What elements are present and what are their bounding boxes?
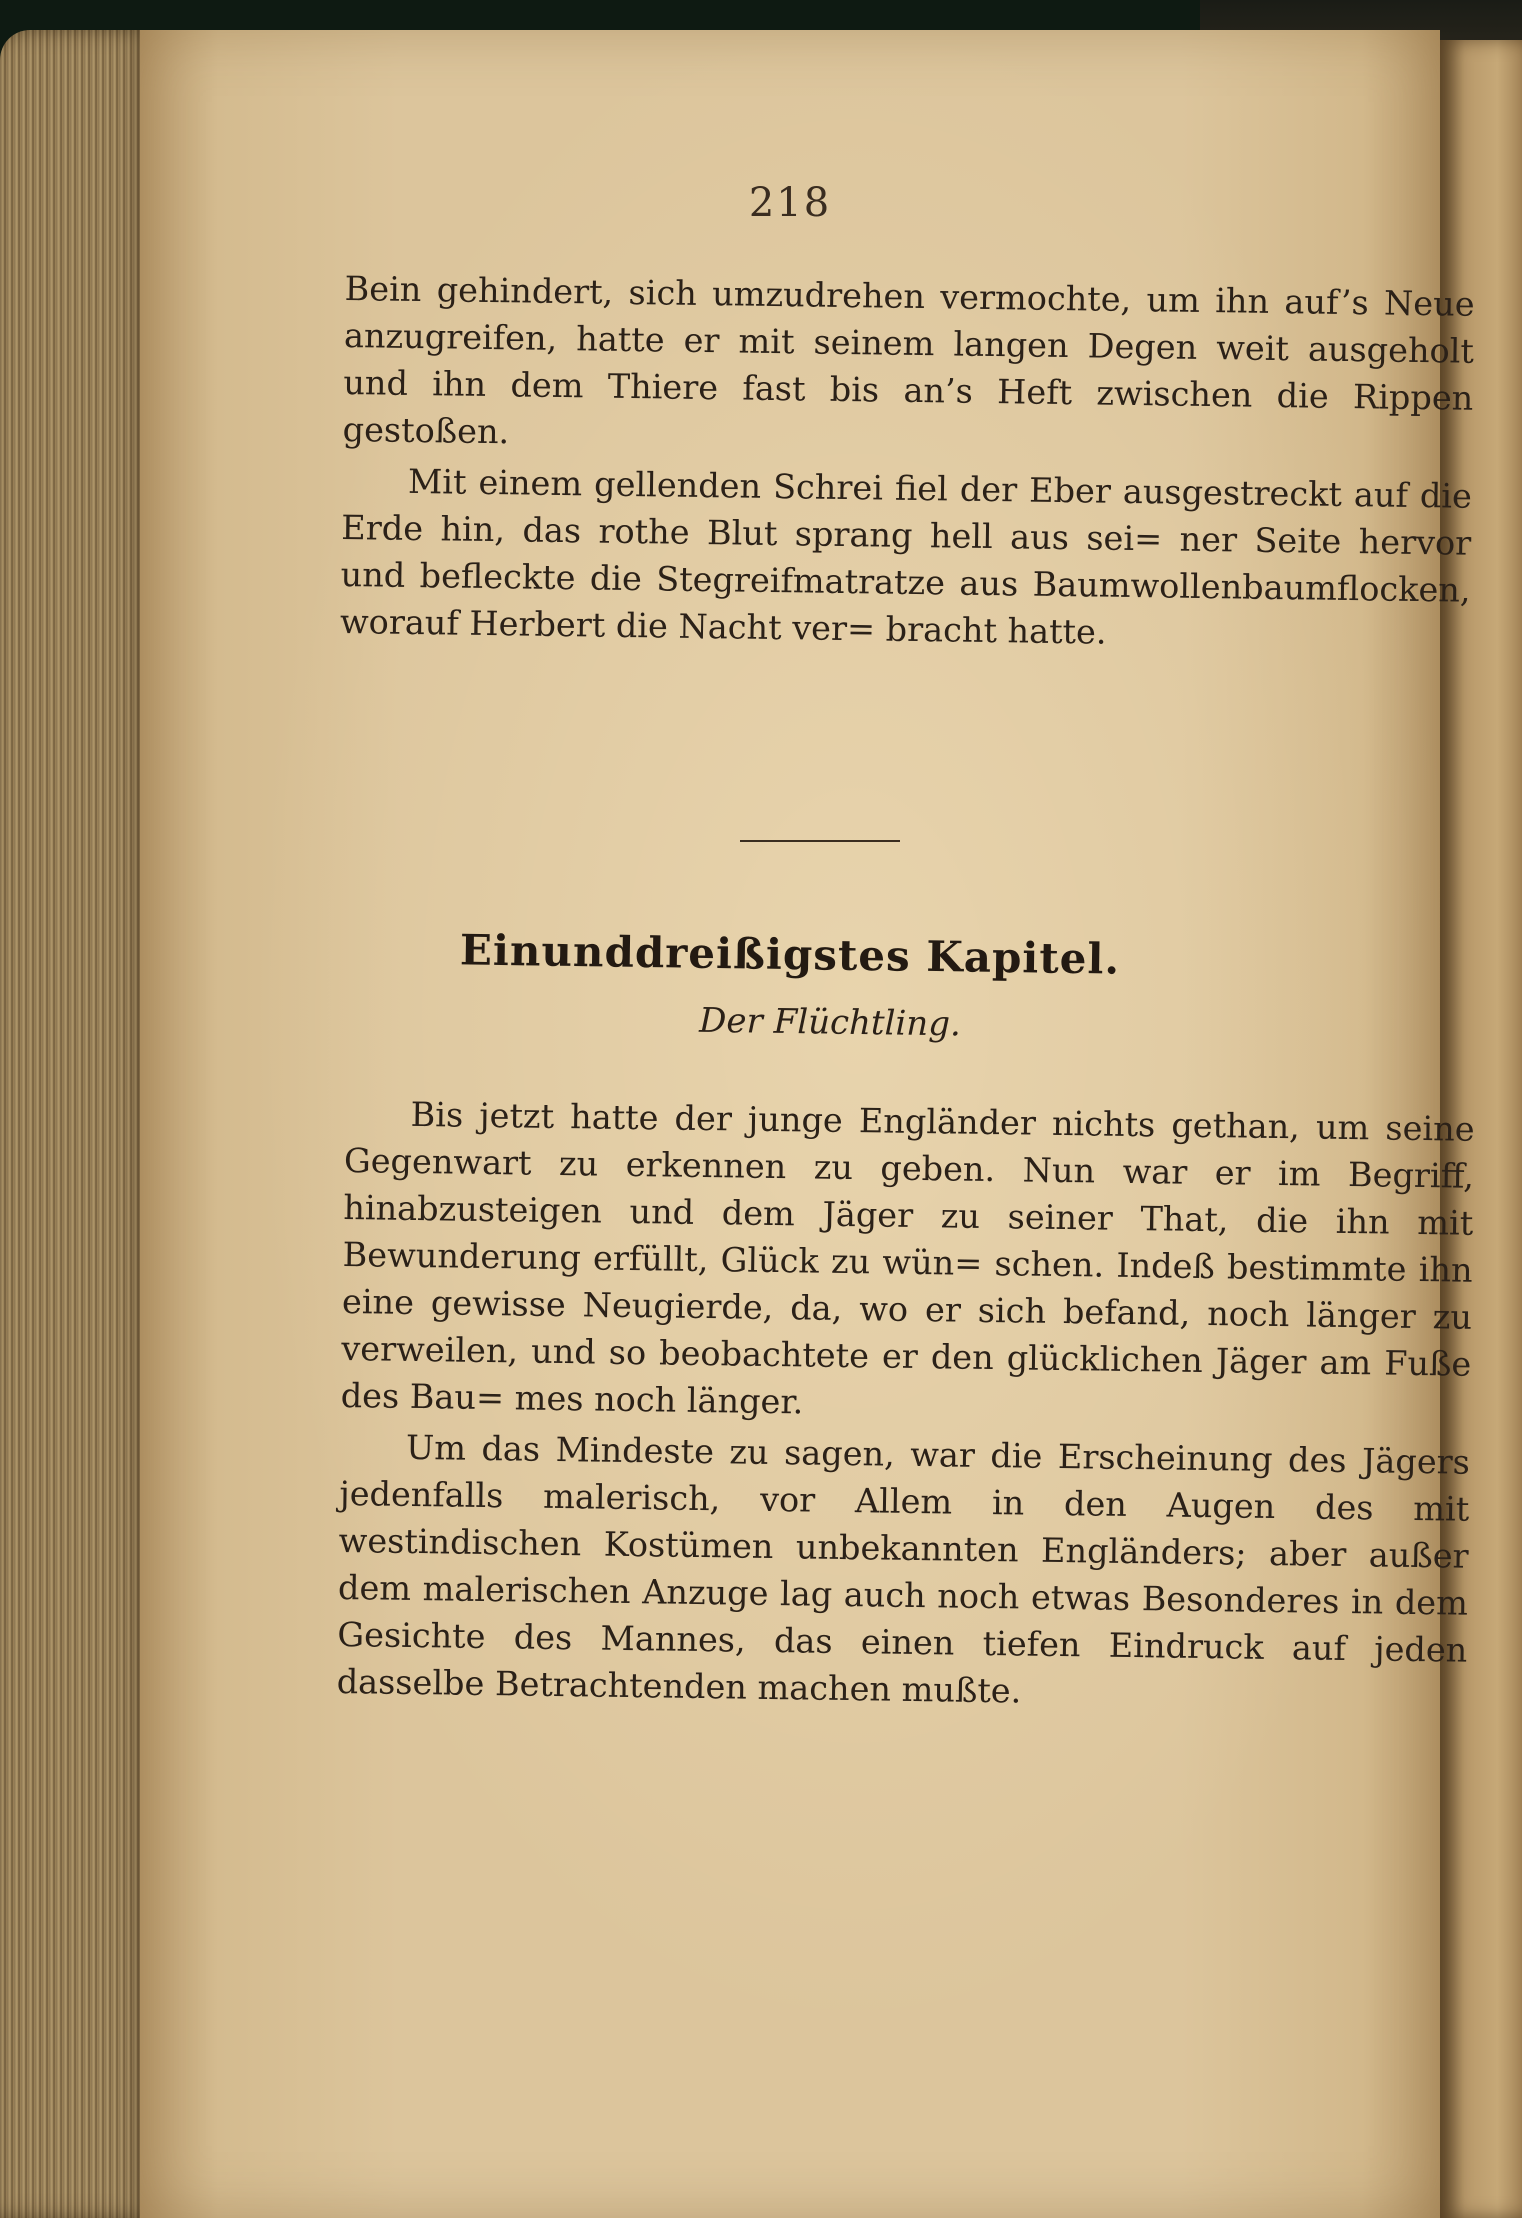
paragraph: Bein gehindert, sich umzudrehen vermochte, um ihn auf’s Neue anzugreifen, hatte er mit seinem langen Degen weit ausgeholt und ihn dem Thiere fast bis an’s Heft zwischen die Rippen gestoßen.	[342, 268, 1475, 452]
page-number: 218	[748, 180, 832, 226]
section-divider	[740, 840, 900, 842]
chapter-title: Einunddreißigstes Kapitel.	[459, 925, 1121, 984]
paragraph: Um das Mindeste zu sagen, war die Erscheinung des Jägers jedenfalls malerisch, vor Allem in den Augen des mit westindischen Kostümen unbekannten Engländers; aber außer dem malerischen Anzuge lag auch noch etwas Besonderes in dem Gesichte des Mannes, das einen tiefen Eindruck auf jeden dasselbe Betrachtenden machen mußte.	[336, 1427, 1471, 1711]
paragraph: Mit einem gellenden Schrei fiel der Eber ausgestreckt auf die Erde hin, das rothe Blut sprang hell aus sei= ner Seite hervor und befleckte die Stegreifmatratze aus Baumwollenbaumflocken, worauf Herbert die Nacht ver= bracht hatte.	[339, 461, 1473, 652]
paragraph: Bis jetzt hatte der junge Engländer nichts gethan, um seine Gegenwart zu erkennen zu geben. Nun war er im Begriff, hinabzusteigen und dem Jäger zu seiner That, die ihn mit Bewunderung erfüllt, Glück zu wün= schen. Indeß bestimmte ihn eine gewisse Neugierde, da, wo er sich befand, noch länger zu verweilen, und so beobachtete er den glücklichen Jäger am Fuße des Bau= mes noch länger.	[340, 1094, 1475, 1422]
chapter-subtitle: Der Flüchtling.	[698, 1000, 962, 1045]
text-section-top	[340, 265, 1475, 661]
page-stack-edges	[0, 30, 150, 2218]
book-page	[140, 30, 1475, 2218]
text-section-chapter	[336, 1090, 1474, 1721]
